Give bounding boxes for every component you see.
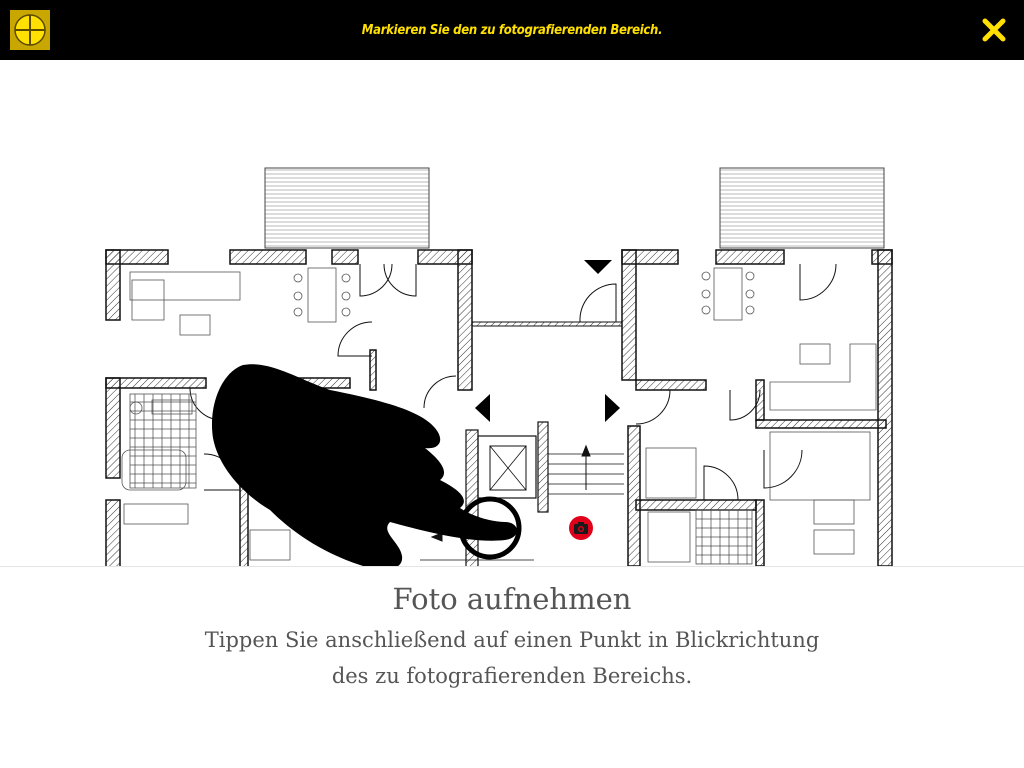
arrow-left-icon[interactable] <box>475 394 490 422</box>
instruction-line-1: Tippen Sie anschließend auf einen Punkt in Blickrichtung <box>204 628 820 652</box>
camera-marker[interactable] <box>569 516 593 540</box>
close-icon <box>982 18 1006 42</box>
header-bar <box>0 0 1024 60</box>
floor-plan-drawing[interactable] <box>0 60 1024 566</box>
close-button[interactable] <box>982 18 1006 42</box>
right-apartment-walls <box>622 250 892 566</box>
balcony-right <box>720 168 884 248</box>
instruction-line-2: des zu fotografierenden Bereichs. <box>331 664 693 688</box>
header-title: Markieren Sie den zu fotografierenden Bereich. <box>361 22 663 38</box>
instruction-text <box>0 622 1024 694</box>
arrow-right-icon[interactable] <box>605 394 620 422</box>
instruction-panel <box>0 566 1024 768</box>
floor-plan[interactable] <box>0 60 1024 566</box>
crosshair-target-icon <box>10 10 50 50</box>
arrow-down-icon[interactable] <box>584 260 612 274</box>
balcony-left <box>265 168 429 248</box>
instruction-title: Foto aufnehmen <box>392 582 632 616</box>
